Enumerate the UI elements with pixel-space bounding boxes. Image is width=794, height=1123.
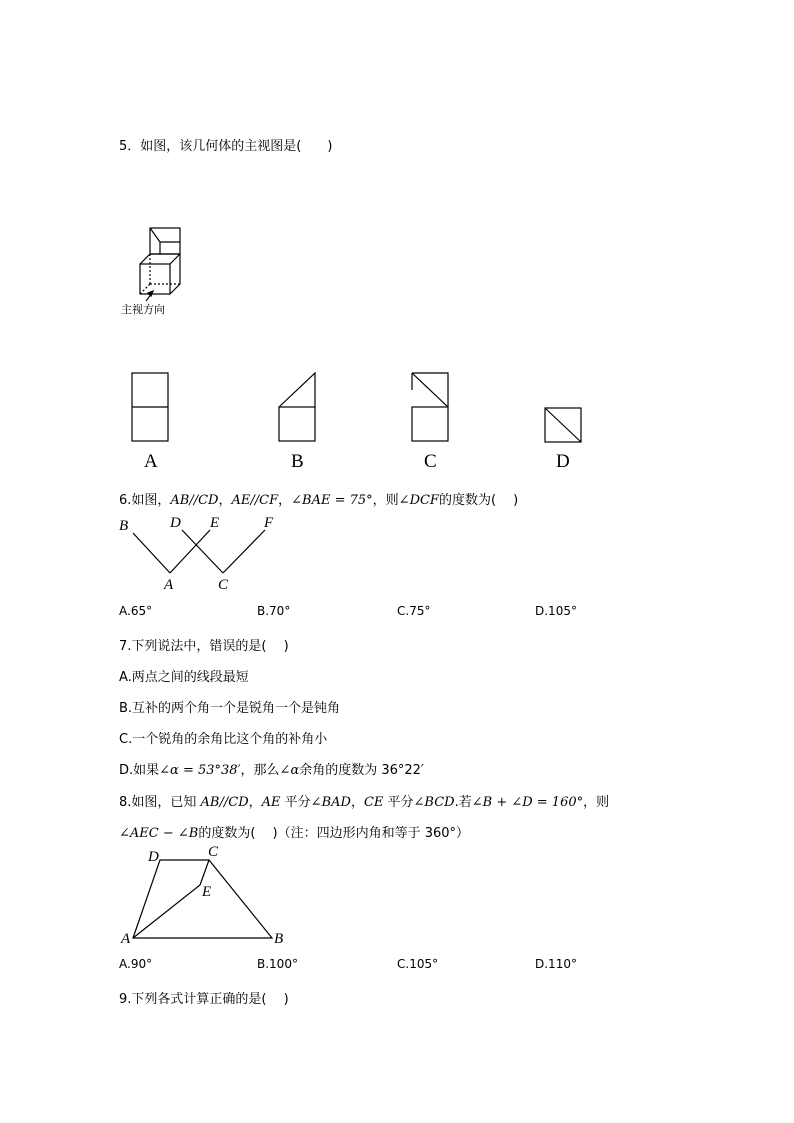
q5-option-d[interactable]: D bbox=[556, 451, 570, 472]
q6-cond3: ∠BAE = 75° bbox=[291, 493, 373, 508]
q8-option-d[interactable]: D.110° bbox=[535, 957, 577, 971]
q7-option-b[interactable]: B.互补的两个角一个是锐角一个是钝角 bbox=[119, 701, 341, 716]
q5-title: 5．如图，该几何体的主视图是( ) bbox=[119, 139, 333, 154]
q6-cond2: AE//CF bbox=[231, 493, 279, 508]
q8-end1: ，则 bbox=[583, 795, 610, 810]
q8-sep1: ， bbox=[248, 795, 262, 810]
q7-d-expr: ∠α = 53°38′ bbox=[159, 763, 241, 778]
q6-label-b: B bbox=[119, 518, 129, 534]
q8-mid3: .若 bbox=[454, 795, 472, 810]
q6-option-d[interactable]: D.105° bbox=[535, 604, 577, 618]
q8-option-b[interactable]: B.100° bbox=[257, 957, 298, 971]
q8-prefix: 8.如图，已知 bbox=[119, 795, 201, 810]
q6-target: ∠DCF bbox=[398, 493, 439, 508]
q7-d-mid: ，那么 bbox=[240, 763, 280, 778]
q6-option-c[interactable]: C.75° bbox=[397, 604, 431, 618]
q6-sep2: ， bbox=[278, 493, 292, 508]
q7-option-c[interactable]: C.一个锐角的余角比这个角的补角小 bbox=[119, 732, 328, 747]
q8-bad: ∠BAD bbox=[310, 795, 351, 810]
q5-option-c[interactable]: C bbox=[424, 451, 437, 472]
q5-option-a[interactable]: A bbox=[144, 451, 158, 472]
q7-option-a[interactable]: A.两点之间的线段最短 bbox=[119, 670, 249, 685]
q6-option-a[interactable]: A.65° bbox=[119, 604, 153, 618]
q6-option-b[interactable]: B.70° bbox=[257, 604, 291, 618]
q8-mid2: 平分 bbox=[383, 795, 414, 810]
q6-label-e: E bbox=[210, 515, 220, 531]
q8-sum: ∠B + ∠D = 160° bbox=[471, 795, 584, 810]
q8-ae: AE bbox=[261, 795, 281, 810]
q6-label-d: D bbox=[170, 515, 181, 531]
q6-label-c: C bbox=[218, 577, 229, 593]
q7-d-prefix: D.如果 bbox=[119, 763, 160, 778]
q8-line2-expr: ∠AEC − ∠B bbox=[119, 826, 199, 841]
q7-title: 7.下列说法中，错误的是( ) bbox=[119, 639, 289, 654]
q6-suffix: 的度数为( ) bbox=[438, 493, 519, 508]
q8-label-a: A bbox=[121, 931, 131, 947]
q8-mid1: 平分 bbox=[280, 795, 311, 810]
q8-option-a[interactable]: A.90° bbox=[119, 957, 153, 971]
q8-sep2: ， bbox=[350, 795, 364, 810]
q6-label-f: F bbox=[264, 515, 274, 531]
q6-label-a: A bbox=[164, 577, 174, 593]
q8-label-b: B bbox=[274, 931, 284, 947]
q5-option-b[interactable]: B bbox=[291, 451, 304, 472]
q8-label-d: D bbox=[148, 849, 159, 865]
q8-ce: CE bbox=[363, 795, 384, 810]
q8-bcd: ∠BCD bbox=[413, 795, 455, 810]
q8-line2-suffix: 的度数为( )（注：四边形内角和等于 360°） bbox=[198, 826, 470, 841]
q9-title: 9.下列各式计算正确的是( ) bbox=[119, 992, 289, 1007]
q5-direction-label: 主视方向 bbox=[121, 303, 165, 316]
q8-label-c: C bbox=[208, 844, 219, 860]
q8-cond1: AB//CD bbox=[200, 795, 249, 810]
q6-mid: ，则 bbox=[372, 493, 399, 508]
q6-sep1: ， bbox=[218, 493, 232, 508]
q7-d-angle: ∠α bbox=[279, 763, 300, 778]
q6-cond1: AB//CD bbox=[170, 493, 219, 508]
q8-option-c[interactable]: C.105° bbox=[397, 957, 439, 971]
q6-prefix: 6.如图， bbox=[119, 493, 171, 508]
q8-label-e: E bbox=[202, 884, 212, 900]
q7-d-suffix: 余角的度数为 36°22′ bbox=[299, 763, 424, 778]
